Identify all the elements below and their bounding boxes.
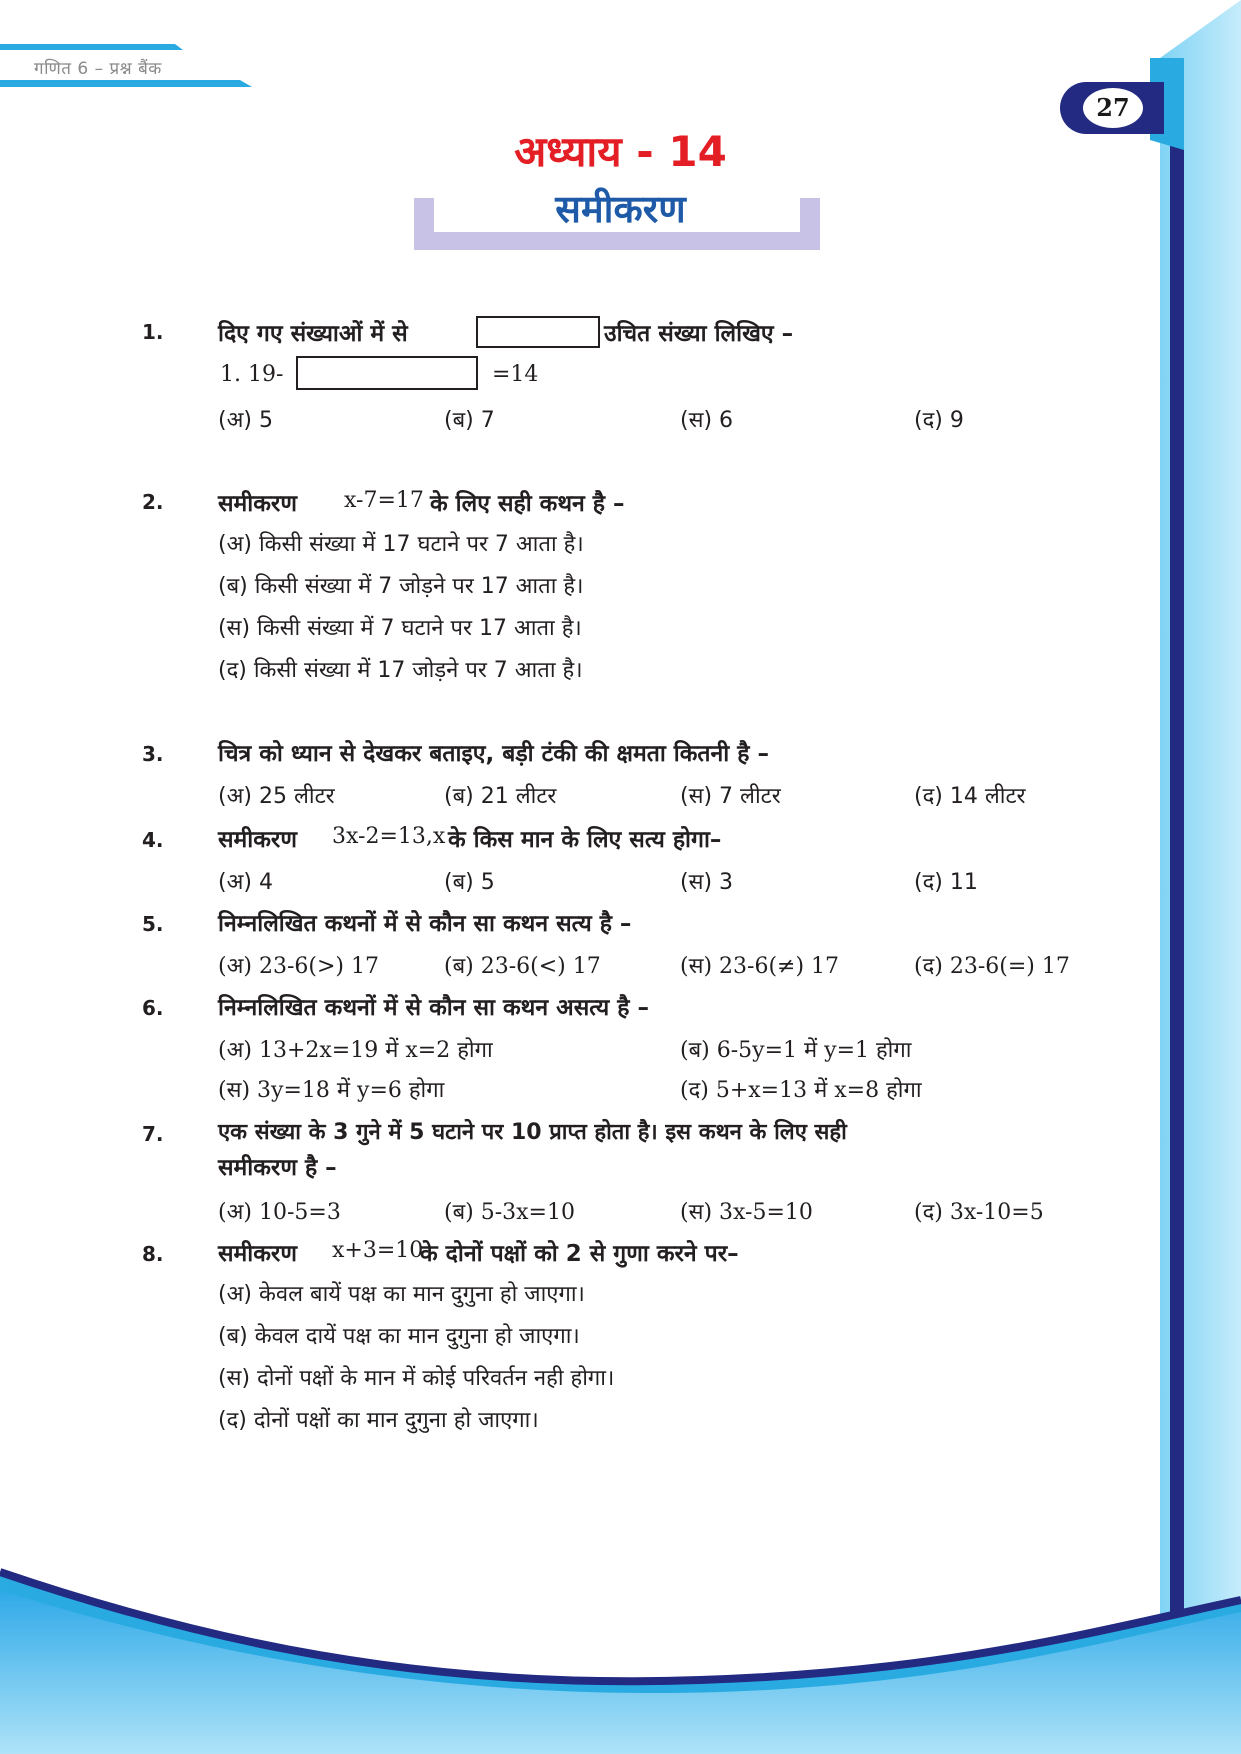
question-text: निम्नलिखित कथनों में से कौन सा कथन असत्य है – [218, 995, 649, 1021]
question-text-continued: के लिए सही कथन है – [430, 491, 625, 517]
question-equation: x+3=10 [332, 1238, 424, 1263]
sub-question-suffix: =14 [492, 362, 539, 387]
bottom-wave-light [0, 1590, 1241, 1754]
option-c[interactable]: (स) 6 [680, 408, 734, 433]
question-text: समीकरण [218, 1241, 297, 1267]
question-text-continued: के किस मान के लिए सत्य होगा– [448, 827, 722, 853]
sub-question-prefix: 1. 19- [220, 362, 284, 387]
option-c[interactable]: (स) 7 लीटर [680, 784, 781, 809]
question-text: दिए गए संख्याओं में से [218, 321, 408, 347]
option-d[interactable]: (द) 23-6(=) 17 [914, 954, 1070, 979]
option-d[interactable]: (द) 14 लीटर [914, 784, 1026, 809]
option-a[interactable]: (अ) किसी संख्या में 17 घटाने पर 7 आता है। [218, 532, 584, 557]
option-b[interactable]: (ब) किसी संख्या में 7 जोड़ने पर 17 आता है। [218, 574, 584, 599]
option-b[interactable]: (ब) 21 लीटर [444, 784, 557, 809]
question-equation: 3x-2=13,x [332, 824, 446, 849]
question-text: चित्र को ध्यान से देखकर बताइए, बड़ी टंकी की क्षमता कितनी है – [218, 741, 769, 767]
option-c[interactable]: (स) किसी संख्या में 7 घटाने पर 17 आता है। [218, 616, 582, 641]
option-a[interactable]: (अ) 25 लीटर [218, 784, 335, 809]
question-number: 6. [142, 996, 164, 1020]
option-c[interactable]: (स) 3 [680, 870, 734, 895]
right-side-band [1170, 58, 1184, 1618]
option-c[interactable]: (स) 3y=18 में y=6 होगा [218, 1078, 445, 1103]
option-b[interactable]: (ब) 6-5y=1 में y=1 होगा [680, 1038, 912, 1063]
option-b[interactable]: (ब) केवल दायें पक्ष का मान दुगुना हो जाएगा। [218, 1324, 580, 1349]
option-a[interactable]: (अ) 23-6(>) 17 [218, 954, 379, 979]
option-c[interactable]: (स) 3x-5=10 [680, 1200, 813, 1225]
option-d[interactable]: (द) दोनों पक्षों का मान दुगुना हो जाएगा। [218, 1408, 539, 1433]
question-text-continued: उचित संख्या लिखिए – [604, 321, 794, 347]
question-number: 3. [142, 742, 164, 766]
question-text-continued: के दोनों पक्षों को 2 से गुणा करने पर– [420, 1241, 739, 1267]
option-b[interactable]: (ब) 5-3x=10 [444, 1200, 575, 1225]
option-a[interactable]: (अ) 5 [218, 408, 273, 433]
question-number: 7. [142, 1122, 164, 1146]
question-number: 5. [142, 912, 164, 936]
question-number: 1. [142, 320, 164, 344]
option-a[interactable]: (अ) 10-5=3 [218, 1200, 341, 1225]
option-b[interactable]: (ब) 5 [444, 870, 495, 895]
question-number: 4. [142, 828, 164, 852]
header-stripe-top [0, 44, 183, 50]
option-d[interactable]: (द) 11 [914, 870, 978, 895]
chapter-subtitle: समीकरण [555, 187, 686, 231]
header-stripe-bottom [0, 80, 252, 87]
option-b[interactable]: (ब) 7 [444, 408, 495, 433]
option-a[interactable]: (अ) केवल बायें पक्ष का मान दुगुना हो जाएगा। [218, 1282, 585, 1307]
option-d[interactable]: (द) किसी संख्या में 17 जोड़ने पर 7 आता है। [218, 658, 583, 683]
option-d[interactable]: (द) 3x-10=5 [914, 1200, 1044, 1225]
option-c[interactable]: (स) दोनों पक्षों के मान में कोई परिवर्तन नही होगा। [218, 1366, 615, 1391]
chapter-title: अध्याय - 14 [514, 127, 727, 176]
question-number: 8. [142, 1242, 164, 1266]
question-text: समीकरण [218, 827, 297, 853]
question-number: 2. [142, 490, 164, 514]
question-text: निम्नलिखित कथनों में से कौन सा कथन सत्य है – [218, 911, 632, 937]
option-a[interactable]: (अ) 13+2x=19 में x=2 होगा [218, 1038, 493, 1063]
option-a[interactable]: (अ) 4 [218, 870, 273, 895]
question-text: समीकरण [218, 491, 297, 517]
question-text-line-2: समीकरण है – [218, 1155, 337, 1181]
option-b[interactable]: (ब) 23-6(<) 17 [444, 954, 601, 979]
question-equation: x-7=17 [344, 488, 424, 513]
page-number: 27 [1083, 88, 1143, 128]
option-c[interactable]: (स) 23-6(≠) 17 [680, 954, 840, 979]
header-label: गणित 6 – प्रश्न बैंक [34, 59, 162, 79]
option-d[interactable]: (द) 9 [914, 408, 964, 433]
option-d[interactable]: (द) 5+x=13 में x=8 होगा [680, 1078, 922, 1103]
question-text: एक संख्या के 3 गुने में 5 घटाने पर 10 प्राप्त होता है। इस कथन के लिए सही [218, 1120, 847, 1145]
